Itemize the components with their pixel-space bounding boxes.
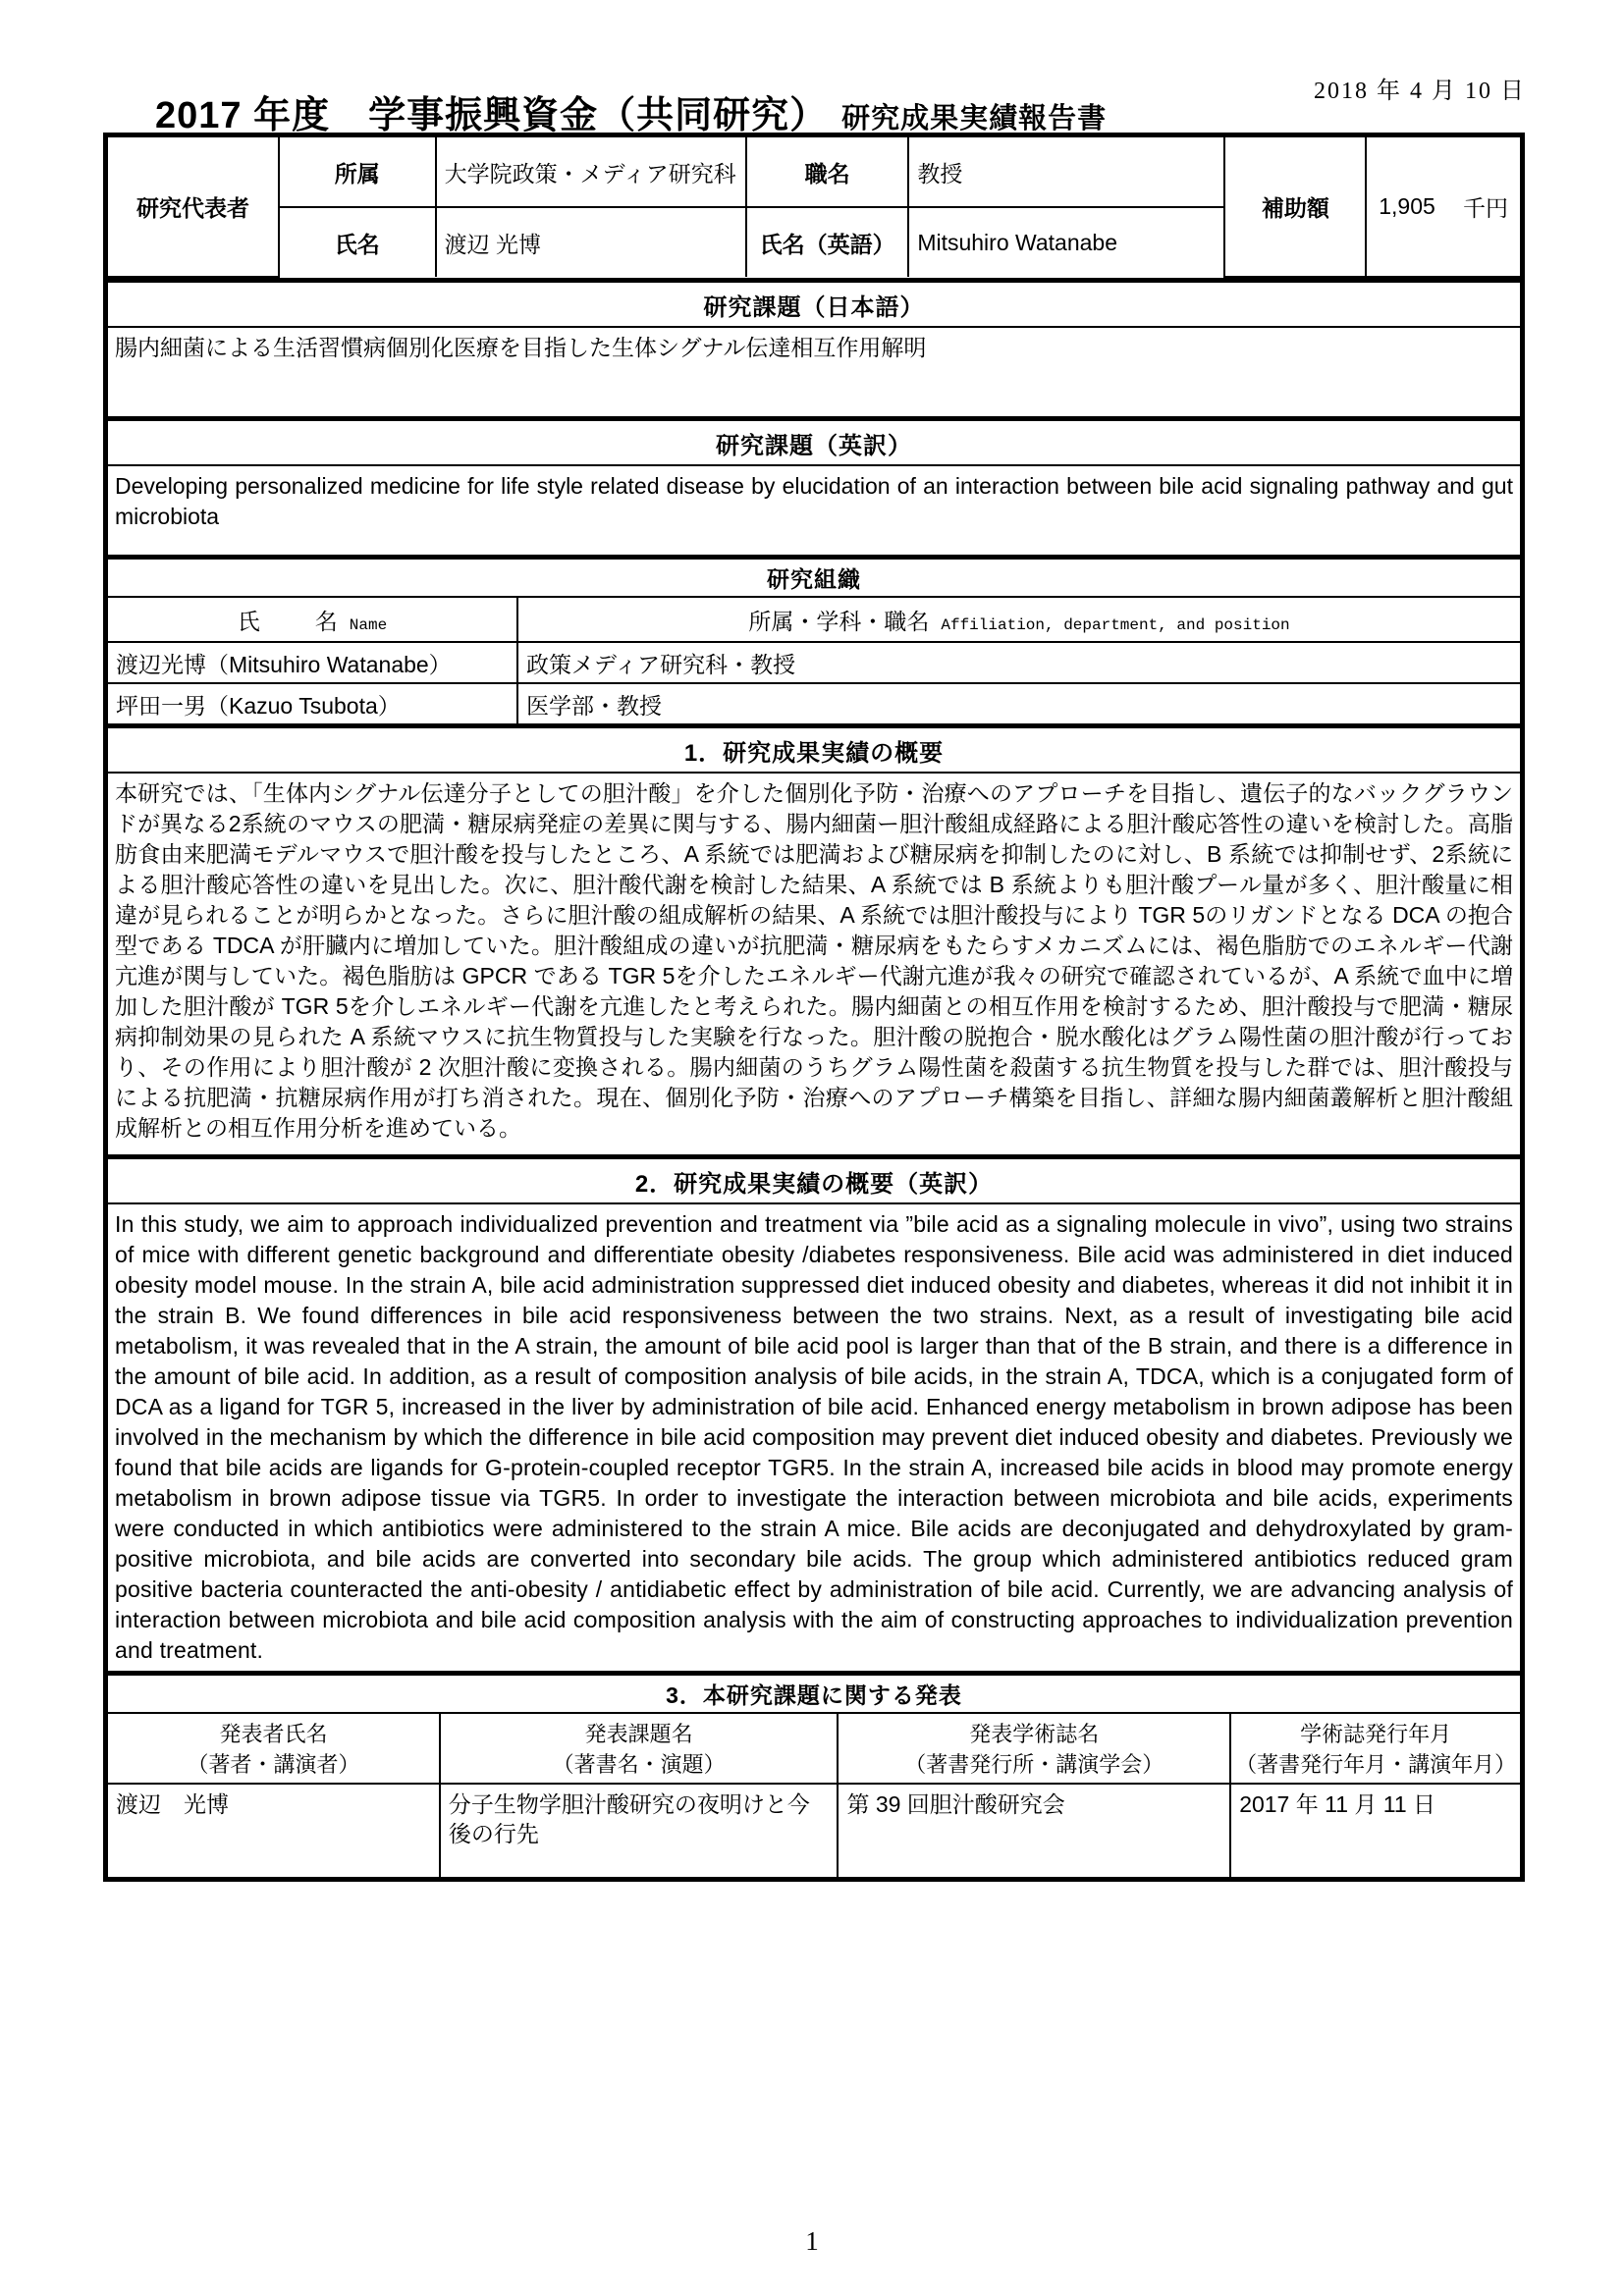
organization-table: [108, 560, 1520, 723]
research-title-en-content: Developing personalized medicine for life style related disease by elucidation of an interaction between bile acid signaling pathway and gut microbiota: [115, 473, 1513, 529]
affiliation-value: 大学院政策・メディア研究科: [436, 137, 746, 207]
representative-table: [108, 137, 1520, 278]
name-value: 渡辺 光博: [436, 207, 746, 277]
report-title-main: 2017 年度 学事振興資金（共同研究）: [155, 95, 829, 136]
publications-table: [108, 1676, 1520, 1877]
affiliation-label: 所属: [279, 137, 436, 207]
report-title: [155, 84, 1107, 138]
subsidy-unit: 千円: [1463, 195, 1508, 221]
organization-header: 研究組織: [108, 560, 1520, 597]
report-body: [103, 133, 1525, 1882]
name-en-label: 氏名（英語）: [746, 207, 908, 277]
section-organization: [108, 560, 1520, 728]
report-title-sub: 研究成果実績報告書: [841, 103, 1108, 134]
section-summary-en: [108, 1159, 1520, 1676]
summary-en-header: 2．研究成果実績の概要（英訳）: [108, 1159, 1520, 1204]
section-representative: [108, 137, 1520, 283]
publication-journal: 第 39 回胆汁酸研究会: [838, 1784, 1230, 1877]
research-title-ja-header: 研究課題（日本語）: [108, 283, 1520, 328]
organization-affiliation-column-header-en: Affiliation, department, and position: [941, 615, 1290, 634]
publications-column-journal: 発表学術誌名 （著書発行所・講演学会）: [838, 1713, 1230, 1784]
section-research-title-ja: [108, 283, 1520, 421]
section-research-title-en: [108, 421, 1520, 560]
position-label: 職名: [746, 137, 908, 207]
organization-affiliation-column-header: 所属・学科・職名 Affiliation, department, and position: [517, 597, 1520, 642]
research-title-en-header: 研究課題（英訳）: [108, 421, 1520, 466]
publication-row: [108, 1784, 1520, 1877]
section-publications: [108, 1676, 1520, 1877]
representative-row-label: 研究代表者: [108, 137, 279, 277]
member-affiliation: 医学部・教授: [517, 683, 1520, 723]
organization-member-row: [108, 642, 1520, 683]
summary-en-content: In this study, we aim to approach individualized prevention and treatment via ”bile acid as a signaling molecule in vivo”, using two strains of mice with different genetic background and differentiate obesity /diabetes responsiveness. Bile acid was administered in diet induced obesity model mouse. In the strain A, bile acid administration suppressed diet induced obesity and diabetes, whereas it did not inhibit it in the strain B. We found differences in bile acid responsiveness between the two strains. Next, as a result of investigating bile acid metabolism, it was revealed that in the A strain, the amount of bile acid pool is larger than that of the B strain, and there is a difference in the amount of bile acid. In addition, as a result of composition analysis of bile acids, in the strain A, TDCA, which is a conjugated form of DCA as a ligand for TGR 5, increased in the liver by administration of bile acid. Enhanced energy metabolism in brown adipose has been involved in the mechanism by which the difference in bile acid composition may prevent diet induced obesity and diabetes. Previously we found that bile acids are ligands for G-protein-coupled receptor TGR5. In the strain A, increased bile acids in blood may promote energy metabolism in brown adipose tissue via TGR5. In order to investigate the interaction between microbiota and bile acids, experiments were conducted in which antibiotics were administered to the strain A mice. Bile acids are deconjugated and dehydroxylated by gram-positive microbiota, and bile acids are converted into secondary bile acids. The group which administered antibiotics reduced gram positive bacteria counteracted the anti-obesity / antidiabetic effect by administration of bile acid. Currently, we are advancing analysis of interaction between microbiota and bile acid composition analysis with the aim of constructing approaches to individualization prevention and treatment.: [115, 1211, 1513, 1663]
member-name: 渡辺光博（Mitsuhiro Watanabe）: [108, 642, 517, 683]
member-name: 坪田一男（Kazuo Tsubota）: [108, 683, 517, 723]
member-affiliation: 政策メディア研究科・教授: [517, 642, 1520, 683]
organization-name-column-header: 氏 名 Name: [108, 597, 517, 642]
subsidy-label: 補助額: [1224, 137, 1366, 277]
organization-name-column-header-en: Name: [349, 615, 388, 634]
subsidy-amount: 1,905: [1379, 193, 1435, 219]
position-value: 教授: [908, 137, 1224, 207]
page-number: 1: [805, 2226, 819, 2256]
name-en-value: Mitsuhiro Watanabe: [908, 207, 1224, 277]
summary-ja-header: 1．研究成果実績の概要: [108, 728, 1520, 774]
organization-member-row: [108, 683, 1520, 723]
publication-title: 分子生物学胆汁酸研究の夜明けと今後の行先: [440, 1784, 839, 1877]
report-date: 2018 年 4 月 10 日: [1314, 79, 1526, 104]
summary-ja-content: 本研究では、「生体内シグナル伝達分子としての胆汁酸」を介した個別化予防・治療へのアプローチを目指し、遺伝子的なバックグラウンドが異なる2系統のマウスの肥満・糖尿病発症の差異に関与する、腸内細菌ー胆汁酸組成経路による胆汁酸応答性の違いを検討した。高脂肪食由来肥満モデルマウスで胆汁酸を投与したところ、A 系統では肥満および糖尿病を抑制したのに対し、B 系統では抑制せず、2系統による胆汁酸応答性の違いを見出した。次に、胆汁酸代謝を検討した結果、A 系統では B 系統よりも胆汁酸プール量が多く、胆汁酸量に相違が見られることが明らかとなった。さらに胆汁酸の組成解析の結果、A 系統では胆汁酸投与により TGR 5のリガンドとなる DCA の抱合型である TDCA が肝臓内に増加していた。胆汁酸組成の違いが抗肥満・糖尿病をもたらすメカニズムには、褐色脂肪でのエネルギー代謝亢進が関与していた。褐色脂肪は GPCR である TGR 5を介したエネルギー代謝亢進が我々の研究で確認されているが、A 系統で血中に増加した胆汁酸が TGR 5を介しエネルギー代謝を亢進したと考えられた。腸内細菌との相互作用を検討するため、胆汁酸投与で肥満・糖尿病抑制効果の見られた A 系統マウスに抗生物質投与した実験を行なった。胆汁酸の脱抱合・脱水酸化はグラム陽性菌の胆汁酸が行っており、その作用により胆汁酸が 2 次胆汁酸に変換される。腸内細菌のうちグラム陽性菌を殺菌する抗生物質を投与した群では、胆汁酸投与による抗肥満・抗糖尿病作用が打ち消された。現在、個別化予防・治療へのアプローチ構築を目指し、詳細な腸内細菌叢解析と胆汁酸組成解析との相互作用分析を進めている。: [115, 780, 1513, 1141]
publication-author: 渡辺 光博: [108, 1784, 440, 1877]
publications-column-author: 発表者氏名 （著者・講演者）: [108, 1713, 440, 1784]
subsidy-cell: [1366, 137, 1520, 277]
publications-header: 3．本研究課題に関する発表: [108, 1676, 1520, 1713]
research-title-ja-content: 腸内細菌による生活習慣病個別化医療を目指した生体シグナル伝達相互作用解明: [115, 335, 927, 360]
publications-column-title: 発表課題名 （著書名・演題）: [440, 1713, 839, 1784]
name-label: 氏名: [279, 207, 436, 277]
publications-column-date: 学術誌発行年月 （著書発行年月・講演年月）: [1230, 1713, 1520, 1784]
section-summary-ja: [108, 728, 1520, 1159]
publication-date: 2017 年 11 月 11 日: [1230, 1784, 1520, 1877]
